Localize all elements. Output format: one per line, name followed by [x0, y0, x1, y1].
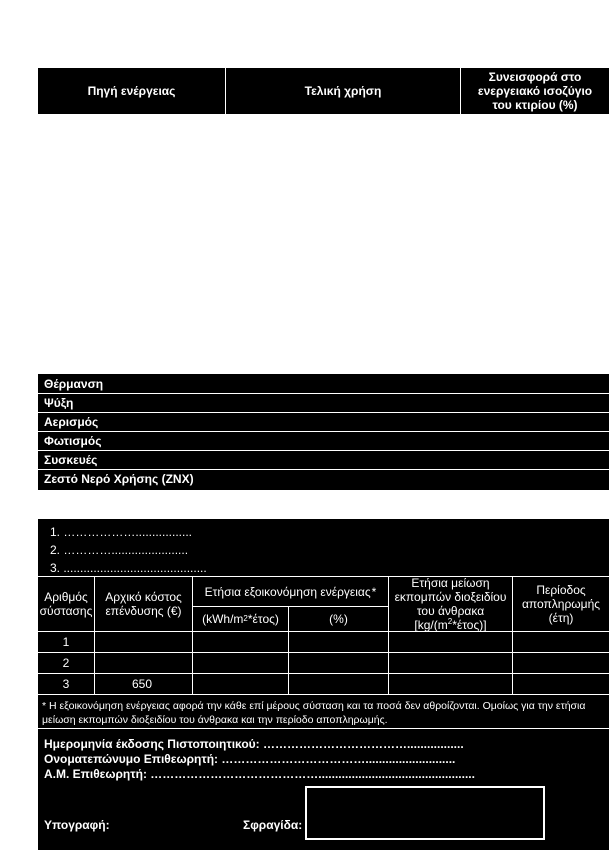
- recommendation-2: 2. ………….......................: [50, 543, 189, 557]
- table-border: [38, 694, 609, 695]
- footnote-text: * Η εξοικονόμηση ενέργειας αφορά την κάθε επί μέρους σύσταση και τα ποσά δεν αθροίζονται. Ομοίως για την ετήσια μείωση εκπομπών διοξειδίου του άνθρακα και την περίοδο αποπληρωμής.: [42, 700, 586, 726]
- co2-unit-exponent: 2: [447, 617, 453, 626]
- header-final-use: Τελική χρήση: [304, 84, 382, 98]
- use-appliances: Συσκευές: [44, 453, 98, 467]
- header-energy-source: Πηγή ενέργειας: [87, 84, 176, 98]
- header-percent: (%): [329, 612, 348, 626]
- co2-unit-prefix: [kg/(m: [414, 618, 448, 632]
- table-border: [38, 652, 609, 653]
- header-co2-reduction: [389, 577, 512, 631]
- kwh-unit-prefix: (kWh/m: [202, 612, 244, 626]
- inspector-name-field: Ονοματεπώνυμο Επιθεωρητή: ………………………………...........................: [44, 752, 456, 766]
- stamp-label: Σφραγίδα:: [243, 818, 303, 832]
- header-contribution: Συνεισφορά στο ενεργειακό ισοζύγιο του κτιρίου (%): [477, 70, 593, 112]
- divider: [38, 469, 609, 470]
- stamp-box: [305, 786, 545, 840]
- header-recommendation-number: Αριθμός σύστασης: [39, 590, 93, 618]
- header-kwh-unit: (kWh/m 2 *έτος): [202, 612, 279, 626]
- table-border: [38, 631, 609, 632]
- table-border: [38, 673, 609, 674]
- divider: [38, 728, 609, 729]
- divider: [38, 450, 609, 451]
- use-lighting: Φωτισμός: [44, 434, 102, 448]
- header-annual-energy-saving: [193, 577, 388, 606]
- row-1-number: 1: [62, 635, 70, 649]
- use-hot-water: Ζεστό Νερό Χρήσης (ΖΝΧ): [44, 472, 194, 486]
- issue-date-field: Ημερομηνία έκδοσης Πιστοποιητικού: ……………………………….................: [44, 737, 464, 751]
- divider: [38, 393, 609, 394]
- footnote-mark: *: [371, 584, 377, 599]
- co2-reduction-label: Ετήσια μείωση εκπομπών διοξειδίου του άνθρακα: [394, 576, 507, 618]
- recommendation-1: 1. ……………….................: [50, 525, 193, 539]
- row-2-number: 2: [62, 656, 70, 670]
- use-ventilation: Αερισμός: [44, 415, 99, 429]
- co2-reduction-unit: [414, 618, 486, 632]
- use-cooling: Ψύξη: [44, 396, 74, 410]
- header-initial-cost: Αρχικό κόστος επένδυσης (€): [105, 590, 182, 618]
- header-annual-energy-saving-text: Ετήσια εξοικονόμηση ενέργειας: [204, 584, 371, 599]
- divider: [38, 431, 609, 432]
- co2-unit-suffix: *έτος)]: [452, 618, 487, 632]
- row-3-number: 3: [62, 677, 70, 691]
- header-payback-period: Περίοδος αποπληρωμής (έτη): [521, 583, 601, 625]
- inspector-registration-field: Α.Μ. Επιθεωρητή: ……………………………………...............................................: [44, 767, 475, 781]
- recommendation-3: 3. ...........................................: [50, 561, 207, 575]
- kwh-unit-suffix: *έτος): [247, 612, 279, 626]
- row-3-cost: 650: [132, 677, 153, 691]
- divider: [38, 412, 609, 413]
- use-heating: Θέρμανση: [44, 377, 104, 391]
- signature-label: Υπογραφή:: [44, 818, 110, 832]
- footnote: [42, 699, 607, 727]
